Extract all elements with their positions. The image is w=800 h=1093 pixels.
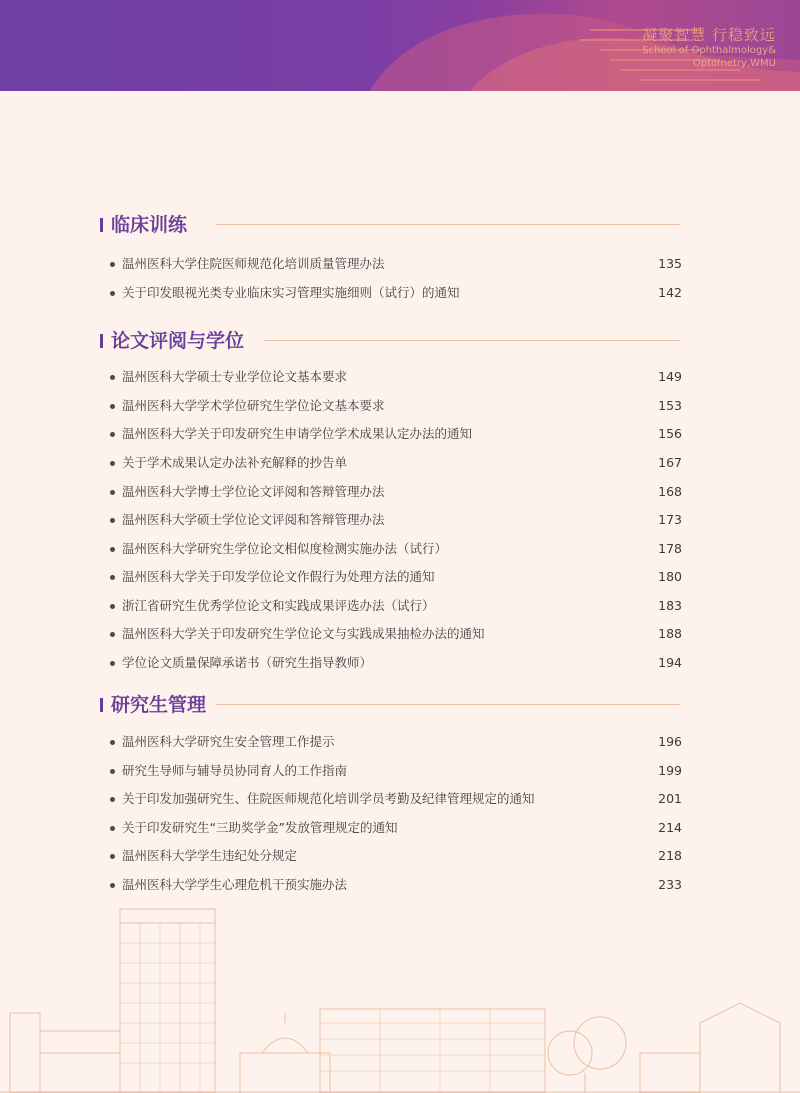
- section-title: 论文评阅与学位: [111, 330, 245, 352]
- section-heading-graduate-management: [100, 692, 680, 718]
- toc-item[interactable]: [110, 510, 682, 530]
- toc-item[interactable]: [110, 396, 682, 416]
- toc-item-label: 温州医科大学研究生学位论文相似度检测实施办法（试行）: [122, 541, 448, 556]
- toc-item[interactable]: [110, 653, 682, 673]
- bullet-icon: [110, 826, 115, 831]
- school-motto: 凝聚智慧 行稳致远: [642, 26, 776, 44]
- toc-item-page: 214: [658, 820, 682, 835]
- toc-item-label: 关于学术成果认定办法补充解释的抄告单: [122, 455, 348, 470]
- toc-item-page: 233: [658, 877, 682, 892]
- toc-item[interactable]: [110, 254, 682, 274]
- toc-item-page: 194: [658, 655, 682, 670]
- toc-item-label: 温州医科大学博士学位论文评阅和答辩管理办法: [122, 484, 385, 499]
- toc-item-page: 201: [658, 791, 682, 806]
- section-heading-thesis-review: [100, 328, 680, 354]
- toc-item-page: 180: [658, 569, 682, 584]
- bullet-icon: [110, 797, 115, 802]
- toc-item[interactable]: [110, 424, 682, 444]
- bullet-icon: [110, 547, 115, 552]
- toc-item-label: 温州医科大学学生违纪处分规定: [122, 848, 298, 863]
- toc-item-page: 218: [658, 848, 682, 863]
- toc-item[interactable]: [110, 482, 682, 502]
- bullet-icon: [110, 661, 115, 666]
- section-title: 临床训练: [111, 214, 188, 236]
- bullet-icon: [110, 404, 115, 409]
- toc-item[interactable]: [110, 761, 682, 781]
- toc-item-page: 178: [658, 541, 682, 556]
- toc-item[interactable]: [110, 875, 682, 895]
- toc-item-label: 温州医科大学关于印发学位论文作假行为处理方法的通知: [122, 569, 435, 584]
- toc-item[interactable]: [110, 539, 682, 559]
- toc-item-page: 167: [658, 455, 682, 470]
- toc-item-page: 188: [658, 626, 682, 641]
- section-rule: [216, 224, 680, 225]
- toc-item[interactable]: [110, 846, 682, 866]
- bullet-icon: [110, 262, 115, 267]
- toc-item[interactable]: [110, 818, 682, 838]
- toc-item-label: 关于印发加强研究生、住院医师规范化培训学员考勤及纪律管理规定的通知: [122, 791, 535, 806]
- campus-skyline-illustration: [0, 903, 800, 1093]
- bullet-icon: [110, 375, 115, 380]
- toc-item[interactable]: [110, 732, 682, 752]
- toc-item-page: 156: [658, 426, 682, 441]
- toc-item-page: 142: [658, 285, 682, 300]
- toc-item[interactable]: [110, 789, 682, 809]
- toc-item-page: 199: [658, 763, 682, 778]
- section-bar: [100, 698, 103, 712]
- section-rule: [264, 340, 680, 341]
- toc-item-label: 研究生导师与辅导员协同育人的工作指南: [122, 763, 348, 778]
- toc-item-label: 关于印发眼视光类专业临床实习管理实施细则（试行）的通知: [122, 285, 460, 300]
- toc-item-label: 温州医科大学研究生安全管理工作提示: [122, 734, 335, 749]
- bullet-icon: [110, 769, 115, 774]
- toc-item-page: 173: [658, 512, 682, 527]
- toc-item-label: 温州医科大学学生心理危机干预实施办法: [122, 877, 348, 892]
- bullet-icon: [110, 291, 115, 296]
- toc-item-label: 温州医科大学关于印发研究生学位论文与实践成果抽检办法的通知: [122, 626, 485, 641]
- toc-item-label: 温州医科大学住院医师规范化培训质量管理办法: [122, 256, 385, 271]
- toc-item-page: 153: [658, 398, 682, 413]
- toc-item-label: 浙江省研究生优秀学位论文和实践成果评选办法（试行）: [122, 598, 435, 613]
- bullet-icon: [110, 490, 115, 495]
- bullet-icon: [110, 854, 115, 859]
- toc-item[interactable]: [110, 283, 682, 303]
- bullet-icon: [110, 604, 115, 609]
- section-bar: [100, 218, 103, 232]
- bullet-icon: [110, 632, 115, 637]
- bullet-icon: [110, 461, 115, 466]
- bullet-icon: [110, 518, 115, 523]
- toc-item-page: 168: [658, 484, 682, 499]
- toc-item-label: 温州医科大学学术学位研究生学位论文基本要求: [122, 398, 385, 413]
- section-bar: [100, 334, 103, 348]
- bullet-icon: [110, 740, 115, 745]
- toc-item-page: 196: [658, 734, 682, 749]
- bullet-icon: [110, 432, 115, 437]
- school-english-name-line1: School of Ophthalmology&: [642, 45, 776, 56]
- toc-item-page: 135: [658, 256, 682, 271]
- section-heading-clinical-training: [100, 212, 680, 238]
- toc-item[interactable]: [110, 453, 682, 473]
- toc-item[interactable]: [110, 567, 682, 587]
- toc-item[interactable]: [110, 367, 682, 387]
- toc-item[interactable]: [110, 624, 682, 644]
- toc-item-label: 温州医科大学关于印发研究生申请学位学术成果认定办法的通知: [122, 426, 473, 441]
- toc-item-label: 温州医科大学硕士学位论文评阅和答辩管理办法: [122, 512, 385, 527]
- toc-item-page: 149: [658, 369, 682, 384]
- school-english-name: [606, 44, 776, 70]
- toc-item[interactable]: [110, 596, 682, 616]
- toc-item-label: 关于印发研究生“三助奖学金”发放管理规定的通知: [122, 820, 398, 835]
- section-title: 研究生管理: [111, 694, 207, 716]
- toc-item-label: 温州医科大学硕士专业学位论文基本要求: [122, 369, 348, 384]
- toc-item-page: 183: [658, 598, 682, 613]
- bullet-icon: [110, 575, 115, 580]
- bullet-icon: [110, 883, 115, 888]
- school-english-name-line2: Optometry,WMU: [692, 58, 776, 69]
- header-banner: [0, 0, 800, 91]
- toc-item-label: 学位论文质量保障承诺书（研究生指导教师）: [122, 655, 373, 670]
- section-rule: [216, 704, 680, 705]
